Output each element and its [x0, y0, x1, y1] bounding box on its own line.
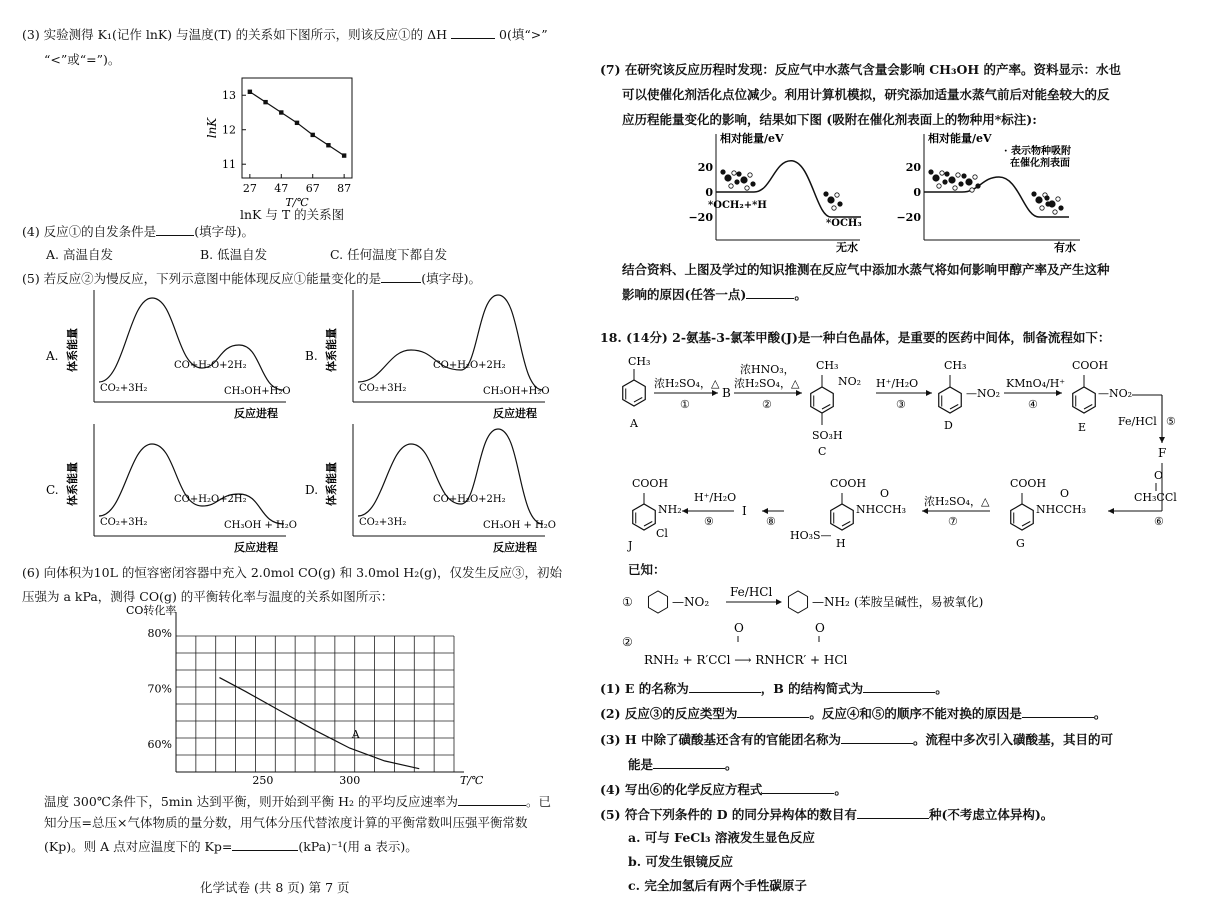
q3-text: (3) 实验测得 K₁(记作 lnK) 与温度(T) 的关系如下图所示，则该反应①的 ΔH — [22, 27, 448, 42]
question-end: 。 — [935, 681, 948, 696]
known-1-arrow-head — [776, 599, 782, 605]
compound-h-nhcoch3: NHCCH₃ — [856, 503, 907, 516]
molecule-icon — [1032, 192, 1050, 210]
option-letter: D. — [305, 483, 319, 497]
y-tick-label: 12 — [222, 123, 236, 137]
intermediate-label: CO+H₂O+2H₂ — [174, 494, 247, 505]
x-axis-label: 反应进程 — [493, 541, 537, 554]
y-tick-label: 80% — [147, 627, 172, 641]
step2-condition-a: 浓HNO₃， — [740, 363, 795, 376]
plot-frame — [242, 78, 352, 178]
answer-blank[interactable] — [857, 806, 929, 819]
molecule-icon — [737, 172, 755, 190]
option-letter: C. — [46, 483, 59, 497]
question-text: 能是 — [628, 757, 654, 772]
q6-line3 — [44, 793, 551, 810]
x-tick-label: 300 — [339, 774, 361, 787]
molecule-icon — [721, 170, 739, 188]
compound-e-no2: —NO₂ — [1098, 387, 1133, 400]
step5-condition: Fe/HCl — [1118, 415, 1157, 428]
energy-diagram-b — [305, 290, 560, 422]
question-end: 。 — [1093, 706, 1107, 721]
aniline-ring — [788, 591, 807, 613]
lnk-chart-caption: lnK 与 T 的关系图 — [240, 207, 345, 222]
step3-condition: H⁺/H₂O — [876, 377, 919, 390]
step7-number: ⑦ — [948, 515, 958, 528]
answer-blank[interactable] — [863, 680, 935, 693]
y-tick-label: 70% — [147, 682, 172, 696]
nitrobenzene-ring — [648, 591, 667, 613]
step9-number: ⑨ — [704, 515, 714, 528]
q7-after2-text: 影响的原因(任答一点) — [622, 287, 747, 302]
energy-curve — [99, 298, 284, 390]
right-column — [600, 0, 1214, 900]
answer-blank[interactable] — [1022, 705, 1094, 718]
y-axis-label: 体系能量 — [325, 328, 338, 372]
step1-condition: 浓H₂SO₄，△ — [654, 377, 720, 390]
data-point — [248, 90, 252, 94]
y-tick-label: 20 — [905, 161, 921, 174]
option-letter: B. — [305, 349, 318, 363]
q3-line2: “<”或“=”)。 — [44, 52, 121, 67]
step3-number: ③ — [896, 398, 906, 411]
compound-g-nhcoch3: NHCCH₃ — [1036, 503, 1087, 516]
step9-arrow-head — [682, 508, 688, 514]
y-tick-label: 0 — [913, 186, 921, 199]
compound-h-ring — [831, 504, 854, 530]
y-tick-label: −20 — [688, 211, 713, 224]
step3-arrow-head — [926, 390, 932, 396]
x-tick-label: 67 — [305, 182, 320, 195]
product-label: CH₃OH+H₂O — [483, 386, 550, 397]
q5-blank[interactable] — [381, 270, 421, 283]
known-2-equation: RNH₂ + R′CCl ⟶ RNHCR′ + HCl — [644, 653, 848, 667]
y-tick-label: 60% — [147, 738, 172, 752]
data-point — [342, 153, 346, 157]
q7-line2: 可以使催化剂活化点位减少。利用计算机模拟，研究添加适量水蒸气前后对能垒较大的反 — [622, 87, 1110, 102]
y-axis-label: 体系能量 — [66, 328, 79, 372]
q18-title: 18. (14分) 2-氨基-3-氯苯甲酸(J)是一种白色晶体，是重要的医药中间体，制备流程如下： — [600, 330, 1111, 345]
compound-c-ch3: CH₃ — [816, 359, 839, 372]
q3-blank[interactable] — [451, 26, 495, 39]
step7-arrow-head — [922, 508, 928, 514]
compound-e-ring — [1073, 387, 1096, 413]
compound-h-hso3: HO₃S— — [790, 529, 832, 542]
x-tick-label: 27 — [242, 182, 257, 195]
reactant-label: CO₂+3H₂ — [100, 517, 148, 528]
energy-profile-with-water — [896, 130, 1100, 254]
energy-curve — [358, 429, 543, 524]
data-point — [279, 110, 283, 114]
question-text-cont: 。 — [834, 782, 847, 797]
molecule-icon — [824, 192, 842, 210]
left-column — [0, 0, 600, 900]
compound-f-label: F — [1158, 446, 1167, 460]
page-footer: 化学试卷 (共 8 页) 第 7 页 — [200, 880, 350, 895]
q3-line1 — [22, 26, 548, 43]
compound-j-cl: Cl — [656, 527, 668, 540]
x-tick-label: 87 — [337, 182, 352, 195]
condition-a: a. 可与 FeCl₃ 溶液发生显色反应 — [628, 830, 815, 845]
label-och2-h: *OCH₂+*H — [708, 200, 767, 211]
question-text: (1) E 的名称为 — [600, 681, 689, 696]
q7-blank[interactable] — [746, 286, 794, 299]
step2-number: ② — [762, 398, 772, 411]
compound-j-nh2: NH₂ — [658, 503, 682, 516]
q7-after1: 结合资料、上图及学过的知识推测在反应气中添加水蒸气将如何影响甲醇产率及产生这种 — [622, 262, 1110, 277]
x-axis-label: 反应进程 — [493, 407, 537, 420]
compound-d-no2: —NO₂ — [966, 387, 1001, 400]
compound-j-label: J — [628, 539, 633, 552]
q4-blank[interactable] — [156, 223, 194, 236]
lnk-vs-t-chart — [190, 70, 370, 220]
data-point — [311, 133, 315, 137]
q4-option-b: B. 低温自发 — [200, 247, 268, 262]
x-axis-label: 反应进程 — [234, 407, 278, 420]
question-text: (4) 写出⑥的化学反应方程式 — [600, 782, 763, 797]
y-tick-label: 11 — [222, 158, 236, 172]
known-2-label: ② — [622, 635, 633, 649]
compound-h-cooh: COOH — [830, 477, 867, 490]
x-axis-label: 反应进程 — [234, 541, 278, 554]
y-axis-label: CO转化率 — [126, 604, 177, 617]
y-tick-label: 20 — [697, 161, 713, 174]
compound-a-label: A — [630, 417, 638, 430]
step5-arrow-head — [1159, 437, 1165, 443]
intermediate-label: CO+H₂O+2H₂ — [433, 360, 506, 371]
x-tick-label: 47 — [274, 182, 289, 195]
step4-number: ④ — [1028, 398, 1038, 411]
step5-number: ⑤ — [1166, 415, 1176, 428]
compound-a-ring — [623, 380, 646, 406]
synthesis-scheme — [614, 345, 1204, 555]
reactant-label: CO₂+3H₂ — [359, 517, 407, 528]
energy-curve — [358, 295, 543, 390]
q6-line5 — [44, 838, 418, 855]
compound-a-ch3: CH₃ — [628, 355, 651, 368]
option-letter: A. — [46, 349, 59, 363]
q4-text: (4) 反应①的自发条件是 — [22, 224, 157, 239]
y-axis-label: 相对能量/eV — [720, 132, 784, 145]
x-axis-label: T/℃ — [460, 774, 484, 787]
step2-condition-b: 浓H₂SO₄，△ — [734, 377, 800, 390]
q4-hint: (填字母)。 — [194, 224, 254, 239]
step1-arrow-head — [712, 390, 718, 396]
amine-group: —NH₂ — [812, 595, 850, 609]
step7-condition: 浓H₂SO₄，△ — [924, 495, 990, 508]
compound-i-label: I — [742, 504, 747, 518]
q7-line3: 应历程能量变化的影响，结果如下图 (吸附在催化剂表面上的物种用*标注): — [622, 112, 1037, 127]
compound-c-no2: NO₂ — [838, 375, 862, 388]
compound-b-label: B — [722, 386, 731, 400]
compound-j-ring — [633, 504, 656, 530]
question-6 — [600, 806, 1053, 823]
step6-condition: CH₃CCl — [1134, 491, 1177, 504]
compound-c-label: C — [818, 445, 827, 458]
question-text: (3) H 中除了磺酸基还含有的官能团名称为 — [600, 732, 842, 747]
x-axis-label: T/℃ — [285, 196, 309, 209]
q6-rate-blank[interactable] — [458, 793, 526, 806]
y-tick-label: 13 — [222, 89, 236, 103]
q3-fill-hint: 0(填“>” — [499, 27, 548, 42]
y-tick-label: −20 — [896, 211, 921, 224]
step6-o: O — [1154, 469, 1164, 482]
reactant-label: CO₂+3H₂ — [359, 383, 407, 394]
intermediate-label: CO+H₂O+2H₂ — [174, 360, 247, 371]
q6-line4: 知分压=总压×气体物质的量分数，用气体分压代替浓度计算的平衡常数叫压强平衡常数 — [44, 815, 528, 830]
known-2-o2: O — [815, 621, 825, 635]
q7-after2 — [622, 286, 807, 303]
question-4 — [628, 756, 738, 773]
q7-after2-end: 。 — [794, 287, 807, 302]
molecule-icon — [962, 174, 980, 192]
y-axis-label: 相对能量/eV — [928, 132, 992, 145]
step6-arrow-head — [1108, 508, 1114, 514]
q5-text: (5) 若反应②为慢反应，下列示意图中能体现反应①能量变化的是 — [22, 271, 382, 286]
intermediate-label: CO+H₂O+2H₂ — [433, 494, 506, 505]
known-1-label: ① — [622, 595, 633, 609]
q6-kp-text: (Kp)。则 A 点对应温度下的 Kp= — [44, 839, 233, 854]
co-conversion-chart — [108, 602, 484, 787]
question-text: (2) 反应③的反应类型为 — [600, 706, 738, 721]
step1-number: ① — [680, 398, 690, 411]
product-label: CH₃OH + H₂O — [224, 520, 297, 531]
data-point — [326, 143, 330, 147]
question-text-cont: ，B 的结构简式为 — [760, 681, 864, 696]
legend-line2: 在催化剂表面 — [1010, 158, 1070, 169]
molecule-icon — [945, 172, 963, 190]
step8-number: ⑧ — [766, 515, 776, 528]
compound-e-label: E — [1078, 421, 1087, 434]
data-point — [263, 100, 267, 104]
step2-arrow-head — [796, 390, 802, 396]
compound-g-ring — [1011, 504, 1034, 530]
nitro-group: —NO₂ — [672, 595, 710, 609]
y-axis-label: 体系能量 — [66, 462, 79, 506]
compound-d-ch3: CH₃ — [944, 359, 967, 372]
energy-diagram-c — [46, 424, 301, 556]
compound-d-ring — [939, 387, 962, 413]
known-title: 已知： — [628, 562, 666, 577]
compound-g-o: O — [1060, 487, 1070, 500]
question-text-cont: 。 — [725, 757, 738, 772]
answer-blank[interactable] — [737, 705, 809, 718]
q5-hint: (填字母)。 — [421, 271, 481, 286]
energy-diagram-d — [305, 424, 560, 556]
question-text-cont: 。反应④和⑤的顺序不能对换的原因是 — [809, 706, 1022, 721]
legend-line1: · 表示物种吸附 — [1004, 146, 1071, 157]
q6-line2: 压强为 a kPa，测得 CO(g) 的平衡转化率与温度的关系如图所示： — [22, 589, 394, 604]
y-axis-label: lnK — [205, 117, 219, 139]
compound-e-cooh: COOH — [1072, 359, 1109, 372]
y-axis-label: 体系能量 — [325, 462, 338, 506]
answer-blank[interactable] — [689, 680, 761, 693]
compound-h-o: O — [880, 487, 890, 500]
question-3 — [600, 731, 1113, 748]
q6-line1: (6) 向体积为10L 的恒容密闭容器中充入 2.0mol CO(g) 和 3.0mol H₂(g)，仅发生反应③，初始 — [22, 565, 562, 580]
known-2-o1: O — [734, 621, 744, 635]
point-a-label: A — [351, 727, 360, 741]
y-tick-label: 0 — [705, 186, 713, 199]
product-label: CH₃OH + H₂O — [483, 520, 556, 531]
question-1 — [600, 680, 948, 697]
q5-line — [22, 270, 481, 287]
known-reactions — [622, 580, 1062, 680]
q6-kp-blank[interactable] — [232, 838, 298, 851]
answer-blank[interactable] — [653, 756, 725, 769]
step4-arrow-head — [1056, 390, 1062, 396]
data-point — [295, 121, 299, 125]
q6-rate-text: 温度 300℃条件下，5min 达到平衡，则开始到平衡 H₂ 的平均反应速率为 — [44, 794, 459, 809]
condition-c: c. 完全加氢后有两个手性碳原子 — [628, 878, 807, 893]
q7-line1: (7) 在研究该反应历程时发现：反应气中水蒸气含量会影响 CH₃OH 的产率。资料显示：水也 — [600, 62, 1122, 77]
question-2 — [600, 705, 1106, 722]
q4-line — [22, 223, 254, 240]
energy-diagram-a — [46, 290, 301, 422]
compound-c-ring — [811, 387, 834, 413]
no-water-label: 无水 — [836, 241, 858, 254]
compound-j-cooh: COOH — [632, 477, 669, 490]
step4-condition: KMnO₄/H⁺ — [1006, 377, 1066, 390]
q6-kp-unit: (kPa)⁻¹(用 a 表示)。 — [298, 839, 418, 854]
known-1-note: (苯胺呈碱性，易被氧化) — [854, 595, 984, 609]
question-text-cont: 种(不考虑立体异构)。 — [928, 807, 1054, 822]
q6-rate-end: 。已 — [526, 794, 552, 809]
answer-blank[interactable] — [762, 781, 834, 794]
known-1-condition: Fe/HCl — [730, 585, 773, 599]
condition-b: b. 可发生银镜反应 — [628, 854, 733, 869]
q4-option-c: C. 任何温度下都自发 — [330, 247, 448, 262]
molecule-icon — [929, 170, 947, 188]
energy-profile-no-water — [688, 130, 902, 254]
q4-option-a: A. 高温自发 — [46, 247, 113, 262]
step9-condition: H⁺/H₂O — [694, 491, 737, 504]
step6-number: ⑥ — [1154, 515, 1164, 528]
compound-d-label: D — [944, 419, 953, 432]
label-och3: *OCH₃ — [826, 218, 862, 229]
compound-g-cooh: COOH — [1010, 477, 1047, 490]
step8-arrow-head — [762, 508, 768, 514]
question-text-cont: 。流程中多次引入磺酸基，其目的可 — [913, 732, 1114, 747]
question-text: (5) 符合下列条件的 D 的同分异构体的数目有 — [600, 807, 857, 822]
compound-h-label: H — [836, 537, 846, 550]
reactant-label: CO₂+3H₂ — [100, 383, 148, 394]
compound-g-label: G — [1016, 537, 1025, 550]
x-tick-label: 250 — [252, 774, 274, 787]
compound-c-so3h: SO₃H — [812, 429, 843, 442]
water-label: 有水 — [1054, 241, 1076, 254]
answer-blank[interactable] — [841, 731, 913, 744]
energy-curve — [99, 444, 284, 524]
product-label: CH₃OH+H₂O — [224, 386, 291, 397]
question-5 — [600, 781, 847, 798]
